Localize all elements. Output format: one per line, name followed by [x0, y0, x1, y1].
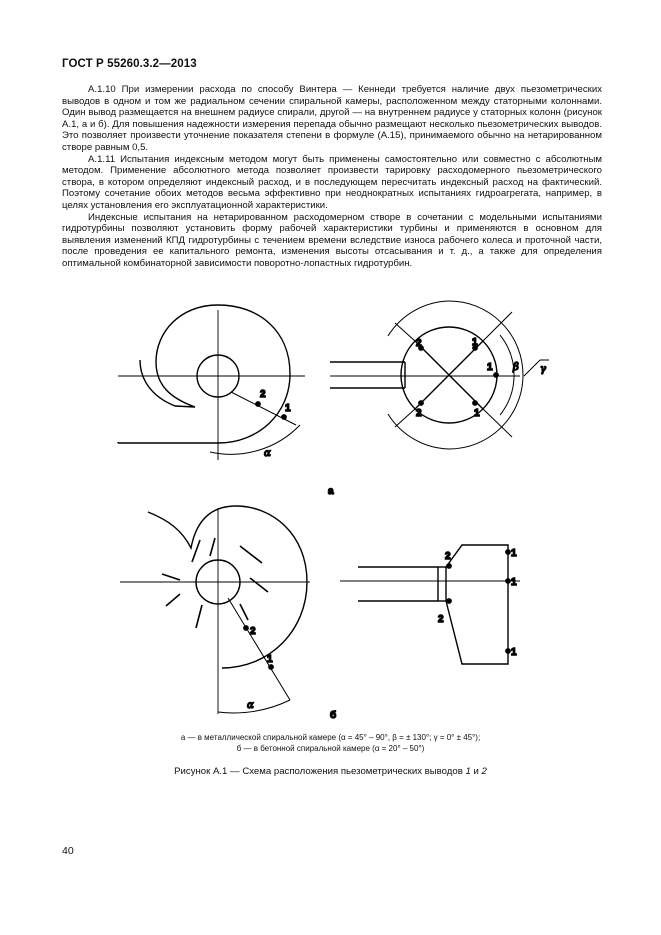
panel-b-vane-3 [240, 546, 262, 563]
panel-a-beta-label: β [513, 362, 519, 373]
panel-a-tap-2-bottom [419, 401, 423, 405]
panel-a-diagonal-ext-4 [483, 409, 512, 437]
panel-b-tap-2-bottom [447, 599, 451, 603]
panel-b-sublabel: б [330, 710, 337, 721]
page-number: 40 [62, 845, 74, 857]
paragraph-index-tests: Индексные испытания на нетарированном расходомерном створе в сочетании с модельными испытаниями гидротурбины позволяют установить форму рабочей характеристики турбины и применяются в основном для выявления изменений КПД гидротурбины с течением времени вследствие износа рабочего колеса и проточной части, после проведения ее капитального ремонта, изменения высоты отсасывания и т. д., а также для определения оптимальной комбинаторной зависимости поворотно-лопастных гидротурбин. [62, 211, 602, 269]
paragraph-a-1-10: А.1.10 При измерении расхода по способу Винтера — Кеннеди требуется наличие двух пьезометрических выводов в одном и том же радиальном сечении спиральной камеры, расположенном между статорными колоннами. Один вывод размещается на внешнем радиусе спирали, другой — на внутреннем радиусе у статорных колонн (рисунок А.1, а и б). Для повышения надежности измерения перепада обычно размещают несколько пьезометрических выводов. Это позволяет произвести уточнение показателя степени в формуле (А.15), принимаемого обычно на нетарированном створе равным 0,5. [62, 84, 602, 153]
panel-a-section-label-1-bottom: 1 [474, 408, 480, 419]
panel-a-sublabel: а [328, 486, 334, 497]
panel-a-outer-arc-right [449, 301, 523, 449]
panel-a-section-label-1-top: 1 [472, 337, 478, 348]
panel-b-runner-block [438, 567, 446, 601]
panel-b-vane-4 [250, 578, 268, 592]
panel-b-tap-label-1: 1 [267, 654, 273, 665]
panel-b-vane-7 [162, 574, 180, 580]
panel-a-spiral-contour [118, 305, 290, 443]
panel-a-tap-1-bottom [473, 401, 477, 405]
panel-b-vane-6 [196, 605, 202, 628]
panel-a-diagonal-ext-2 [395, 409, 415, 427]
panel-b-section-label-1-middle: 1 [511, 577, 517, 588]
panel-a-cross-section [330, 301, 549, 449]
panel-a-section-label-2-bottom: 2 [416, 408, 422, 419]
panel-a-alpha-label: α [264, 448, 271, 459]
figure-caption-text: Рисунок А.1 — Схема расположения пьезометрических выводов [174, 766, 466, 777]
panel-a-tap-label-2: 2 [260, 389, 266, 400]
panel-b-tap-label-2: 2 [250, 626, 256, 637]
panel-b-tap-2-top [447, 564, 451, 568]
figure-caption-and: и [470, 766, 482, 777]
document-header: ГОСТ Р 55260.3.2—2013 [62, 58, 197, 70]
panel-b-tap-1-bottom [506, 649, 510, 653]
panel-b-tap-1 [269, 665, 273, 669]
panel-b-section-label-2-top: 2 [445, 551, 451, 562]
panel-b-spiral-contour [148, 506, 307, 668]
panel-b-vane-1 [192, 540, 200, 562]
panel-b-tap-1-middle [506, 579, 510, 583]
panel-a-tap-label-1: 1 [285, 403, 291, 414]
figure-caption [0, 766, 661, 777]
panel-b-tap-1-top [506, 550, 510, 554]
panel-b-section-line [228, 598, 290, 700]
panel-b-section-label-1-bottom: 1 [511, 647, 517, 658]
panel-b-alpha-arc [218, 700, 290, 713]
figure-caption-num1: 1 [465, 766, 471, 777]
figure-caption-num2: 2 [481, 766, 487, 777]
panel-a-gamma-leader [524, 360, 540, 376]
panel-b-chamber-outline [446, 545, 508, 664]
panel-b-section-label-1-top: 1 [511, 548, 517, 559]
panel-a-diagonal-ext-3 [483, 312, 512, 341]
panel-b-cross-section [340, 545, 520, 664]
panel-b-vane-8 [166, 594, 180, 606]
panel-a-tap-1 [282, 415, 286, 419]
panel-b-vane-2 [210, 538, 215, 556]
panel-a-alpha-arc [210, 425, 300, 454]
panel-b-alpha-label: α [247, 700, 254, 711]
panel-a-outer-arc-left-bottom [388, 414, 449, 449]
panel-a-diagonal-ext-1 [395, 323, 415, 341]
panel-a-tap-2 [256, 402, 260, 406]
panel-a-section-label-1-right: 1 [487, 362, 493, 373]
figure-notes [0, 733, 661, 754]
panel-b-spiral [120, 506, 310, 714]
panel-b-vane-5 [240, 604, 248, 620]
panel-a-gamma-label: γ [540, 364, 546, 375]
panel-a-spiral [118, 305, 305, 460]
panel-b-section-label-2-bottom: 2 [438, 614, 444, 625]
panel-a-beta-arc [500, 335, 514, 415]
figure-note-b: б — в бетонной спиральной камере (α = 20° – 50°) [236, 743, 425, 753]
figure-note-a: а — в металлической спиральной камере (α = 45° – 90°, β = ± 130°; γ = 0° ± 45°); [180, 733, 481, 742]
paragraph-a-1-11: А.1.11 Испытания индексным методом могут быть применены самостоятельно или совместно с абсолютным методом. Применение абсолютного метода позволяет произвести тарировку расходомерного пьезометрического створа, в котором определяют индексный расход, и в последующем пересчитать индексный расход на фактический. Поэтому сочетание обоих методов весьма эффективно при неоднократных испытаниях гидроагрегата, например, в целях установления его эксплуатационной характеристики. [62, 153, 602, 211]
panel-b-tap-2 [244, 626, 248, 630]
panel-a-outer-arc-left-top [388, 301, 449, 336]
panel-a-section-label-2-top: 2 [416, 338, 422, 349]
panel-a-tap-1-right [494, 373, 498, 377]
